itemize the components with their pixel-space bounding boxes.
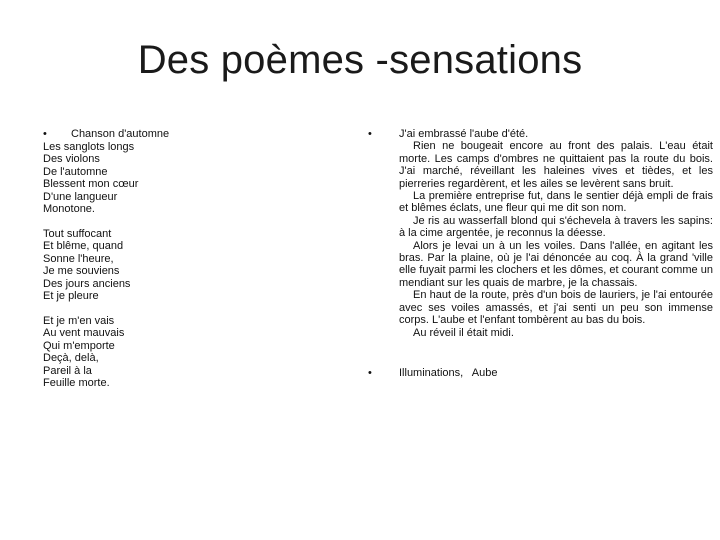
stanza-1 xyxy=(43,128,303,216)
aube-paragraph: La première entreprise fut, dans le sentier déjà empli de frais et blêmes éclats, une fleur qui me dit son nom. xyxy=(399,190,713,215)
poem-line: Je me souviens xyxy=(43,265,120,277)
poem-line: D'une langueur xyxy=(43,190,118,203)
poem-line: Blessent mon cœur xyxy=(43,178,139,190)
aube-paragraph: Au réveil il était midi. xyxy=(413,326,514,339)
aube-paragraph: Alors je levai un à un les voiles. Dans l'allée, en agitant les bras. Par la plaine, où je l'ai dénoncée au coq. À la grand 'ville elle fuyait parmi les clochers et les dômes, et courant comme un mendiant sur les quais de marbre, je la chassais. xyxy=(399,239,713,289)
poem-line: Des violons xyxy=(43,153,100,165)
poem-line: Et blême, quand xyxy=(43,240,124,252)
poem-line: De l'automne xyxy=(43,165,108,178)
poem-line: Pareil à la xyxy=(43,364,92,377)
poem-aube xyxy=(368,128,713,379)
bullet-item-source xyxy=(368,367,713,379)
slide-title: Des poèmes -sensations xyxy=(137,38,583,82)
aube-text xyxy=(399,128,713,339)
aube-paragraph: Rien ne bougeait encore au front des palais. L'eau était morte. Les camps d'ombres ne quittaient pas la route du bois. J'ai marché, réveillant les haleines vives et tièdes, et les pierreries regardèrent, et les ailes se levèrent sans bruit. xyxy=(399,140,713,190)
bullet-icon: • xyxy=(43,128,47,140)
poem-line: Des jours anciens xyxy=(43,277,131,290)
aube-paragraph: Je ris au wasserfall blond qui s'échevela à travers les sapins: à la cime argentée, je reconnus la déesse. xyxy=(399,214,713,240)
poem-line: Feuille morte. xyxy=(43,377,110,389)
poem-line: Les sanglots longs xyxy=(43,140,135,153)
poem-line: Tout suffocant xyxy=(43,227,112,240)
poem-line: Au vent mauvais xyxy=(43,327,125,339)
poem-line: Et je pleure xyxy=(43,290,99,302)
poem-source: Illuminations, Aube xyxy=(399,366,498,379)
poem-line: Et je m'en vais xyxy=(43,314,115,327)
poem-line: Qui m'emporte xyxy=(43,339,115,352)
poem-line: Deçà, delà, xyxy=(43,352,99,364)
poem-line: Monotone. xyxy=(43,203,95,215)
poem-heading: Chanson d'automne xyxy=(71,128,170,140)
stanza-2 xyxy=(43,228,303,303)
bullet-item-aube-text xyxy=(368,128,713,339)
bullet-icon: • xyxy=(368,128,372,140)
aube-paragraph: En haut de la route, près d'un bois de lauriers, je l'ai entourée avec ses voiles amassés, et j'ai senti un peu son immense corps. L'aube et l'enfant tombèrent au bas du bois. xyxy=(399,289,713,327)
bullet-icon: • xyxy=(368,366,372,379)
stanza-3 xyxy=(43,315,303,390)
poem-chanson-d-automne xyxy=(43,128,303,402)
poem-line: Sonne l'heure, xyxy=(43,252,114,265)
aube-paragraph: J'ai embrassé l'aube d'été. xyxy=(399,128,529,140)
